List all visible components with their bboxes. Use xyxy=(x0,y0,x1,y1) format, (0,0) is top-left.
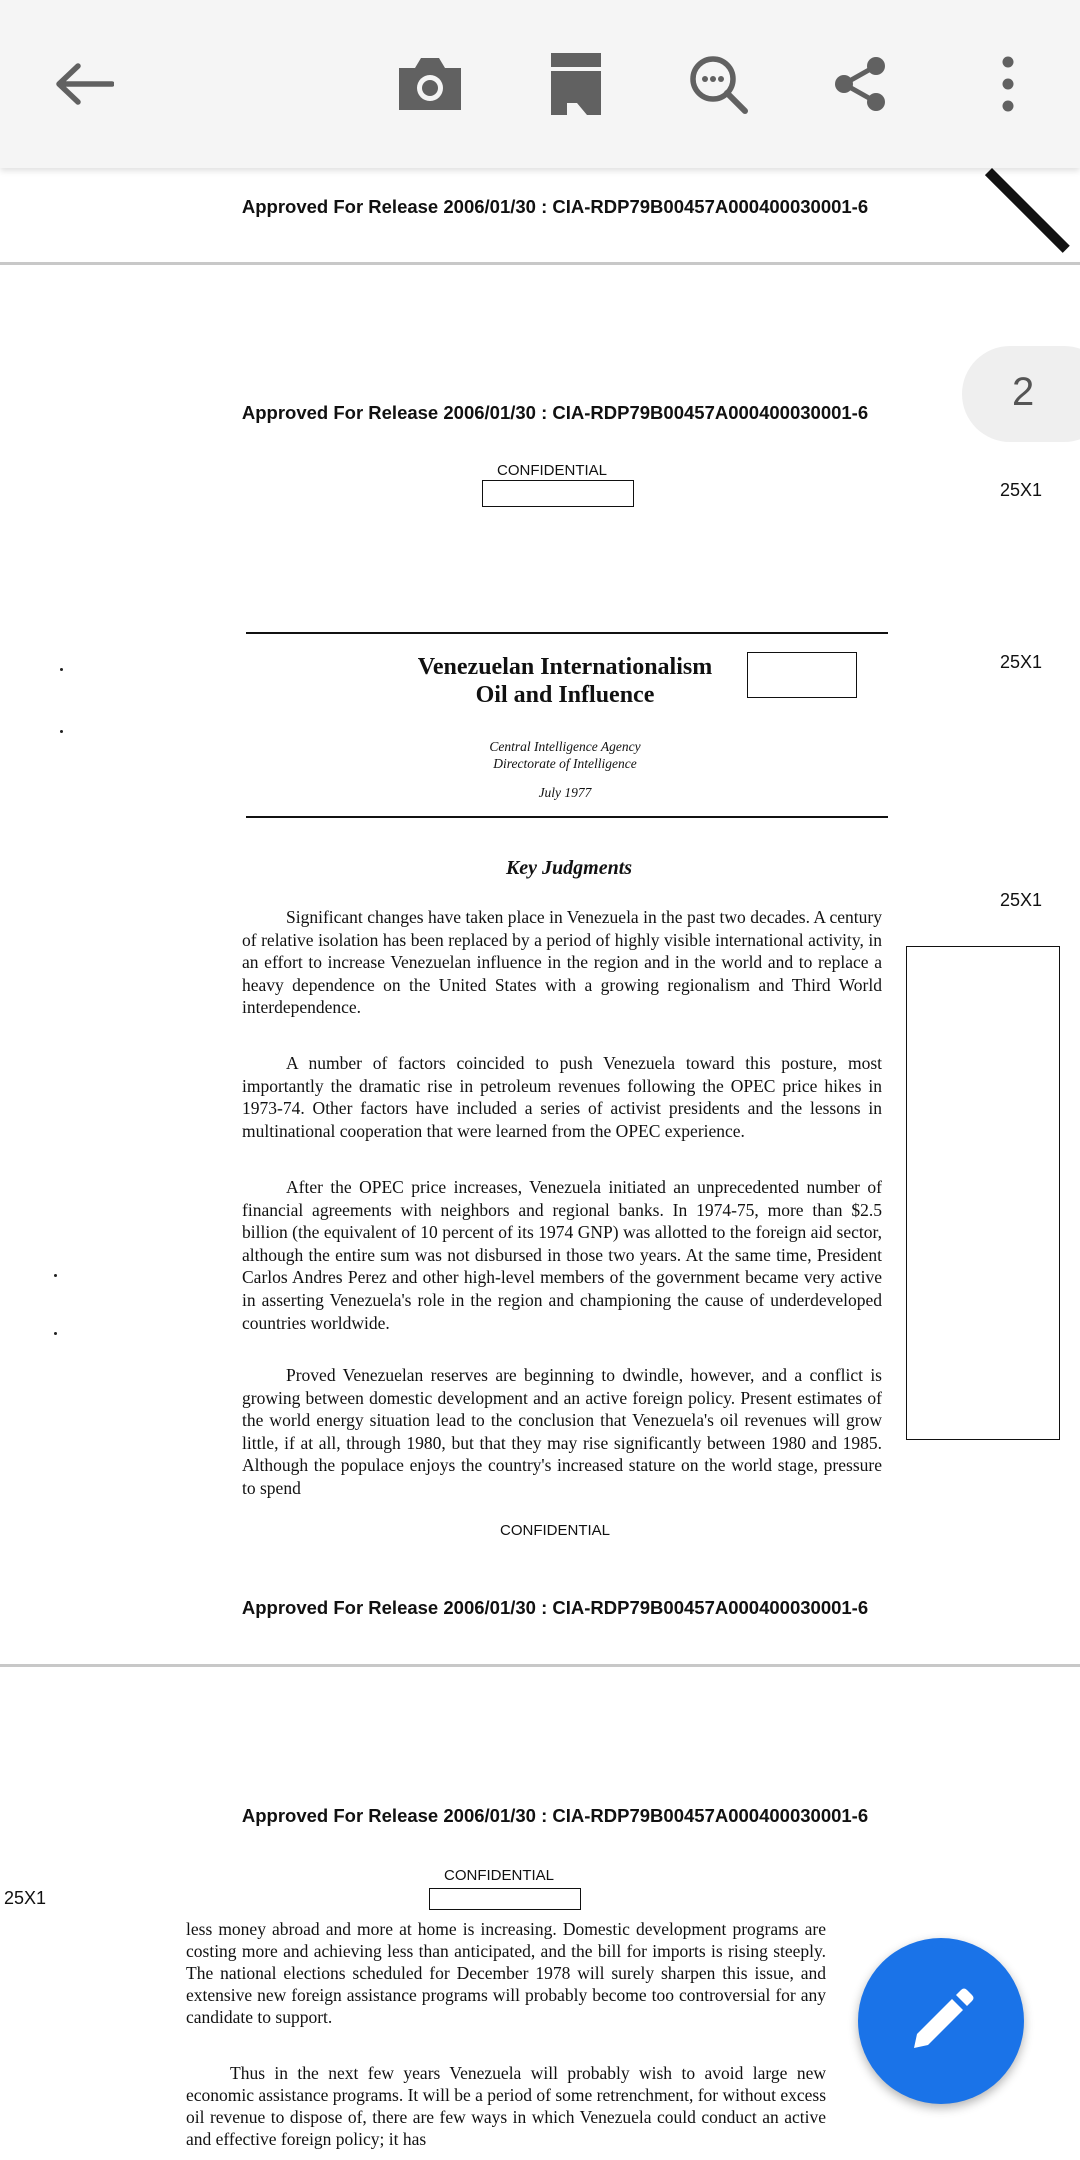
confidential-label: CONFIDENTIAL xyxy=(499,1522,610,1539)
top-toolbar xyxy=(0,0,1080,168)
release-line: Approved For Release 2006/01/30 : CIA-RDP79B00457A000400030001-6 xyxy=(241,1805,869,1826)
search-icon xyxy=(687,53,749,115)
doc-title-line2: Oil and Influence xyxy=(475,682,655,708)
paragraph: Proved Venezuelan reserves are beginning to dwindle, however, and a conflict is growing between domestic development and an active foreign policy. Present estimates of the world energy situation lead to the conclusion that Venezuela's oil revenues will grow little, if at all, through 1980, but that they may rise significantly between 1980 and 1985. Although the populace enjoys the country's increased stature on the world stage, pressure to spend xyxy=(242,1365,882,1498)
title-rule-bottom xyxy=(246,816,888,818)
redaction-box xyxy=(482,480,634,507)
margin-code: 25X1 xyxy=(1000,480,1043,500)
margin-code: 25X1 xyxy=(1000,890,1043,910)
scan-speck xyxy=(60,730,63,733)
page-separator xyxy=(0,262,1080,265)
pencil-icon xyxy=(906,1986,976,2056)
margin-code: 25X1 xyxy=(1000,652,1043,672)
share-icon xyxy=(832,56,888,112)
more-options-button[interactable] xyxy=(968,44,1048,124)
paragraph: After the OPEC price increases, Venezuela initiated an unprecedented number of financial agreements with neighbors and regional banks. In 1974-75, more than $2.5 billion (the equivalent of 10 percent of its 1974 GNP) was allotted to the foreign aid sector, although the entire sum was not disbursed in those two years. At the same time, President Carlos Andres Perez and other high-level members of the government became very active in asserting Venezuela's role in the region and championing the cause of underdeveloped countries worldwide. xyxy=(242,1177,882,1333)
release-line: Approved For Release 2006/01/30 : CIA-RDP79B00457A000400030001-6 xyxy=(241,196,869,217)
paragraph: less money abroad and more at home is increasing. Domestic development programs are costing more and achieving less than anticipated, and the bill for imports is rising steeply. The national elections scheduled for December 1978 will surely sharpen this issue, and extensive new foreign assistance programs will probably become too controversial for any candidate to support. xyxy=(186,1919,826,2027)
page-number: 2 xyxy=(1012,370,1035,414)
back-arrow-icon xyxy=(54,62,114,106)
bookmark-icon xyxy=(551,53,601,115)
page-separator xyxy=(0,1664,1080,1667)
directorate-name: Directorate of Intelligence xyxy=(493,756,637,771)
share-button[interactable] xyxy=(820,44,900,124)
camera-icon xyxy=(397,56,463,112)
redaction-box xyxy=(747,652,857,698)
scan-speck xyxy=(54,1332,57,1335)
more-vert-icon xyxy=(998,56,1018,112)
doc-date: July 1977 xyxy=(538,785,592,800)
margin-code: 25X1 xyxy=(4,1888,47,1908)
agency-name: Central Intelligence Agency xyxy=(489,739,641,754)
confidential-label: CONFIDENTIAL xyxy=(496,462,607,479)
title-rule-top xyxy=(246,632,888,634)
scan-speck xyxy=(54,1274,57,1277)
redaction-box xyxy=(429,1888,581,1910)
bookmark-button[interactable] xyxy=(536,44,616,124)
section-heading: Key Judgments xyxy=(505,857,633,879)
camera-button[interactable] xyxy=(390,44,470,124)
paragraph: Thus in the next few years Venezuela will probably wish to avoid large new economic assistance programs. It will be a period of some retrenchment, for without excess oil revenue to dispose of, there are few ways in which Venezuela could conduct an active and effective foreign policy; it has xyxy=(186,2063,827,2149)
scan-speck xyxy=(60,668,63,671)
release-line: Approved For Release 2006/01/30 : CIA-RDP79B00457A000400030001-6 xyxy=(241,402,869,423)
release-line: Approved For Release 2006/01/30 : CIA-RDP79B00457A000400030001-6 xyxy=(241,1597,869,1618)
back-button[interactable] xyxy=(44,44,124,124)
page-indicator xyxy=(962,346,1080,442)
doc-title-line1: Venezuelan Internationalism xyxy=(417,654,713,680)
confidential-label: CONFIDENTIAL xyxy=(443,1867,554,1884)
redaction-box xyxy=(906,946,1060,1440)
paragraph: A number of factors coincided to push Venezuela toward this posture, most importantly the dramatic rise in petroleum revenues following the OPEC price hikes in 1973-74. Other factors have included a series of activist presidents and the lessons in multinational cooperation that were learned from the OPEC experience. xyxy=(242,1053,882,1141)
paragraph: Significant changes have taken place in Venezuela in the past two decades. A century of relative isolation has been replaced by a period of highly visible international activity, in an effort to increase Venezuelan influence in the region and in the world and to replace a heavy dependence on the United States with a growing regionalism and Third World interdependence. xyxy=(242,907,882,1018)
search-button[interactable] xyxy=(678,44,758,124)
edit-fab[interactable] xyxy=(858,1938,1024,2104)
